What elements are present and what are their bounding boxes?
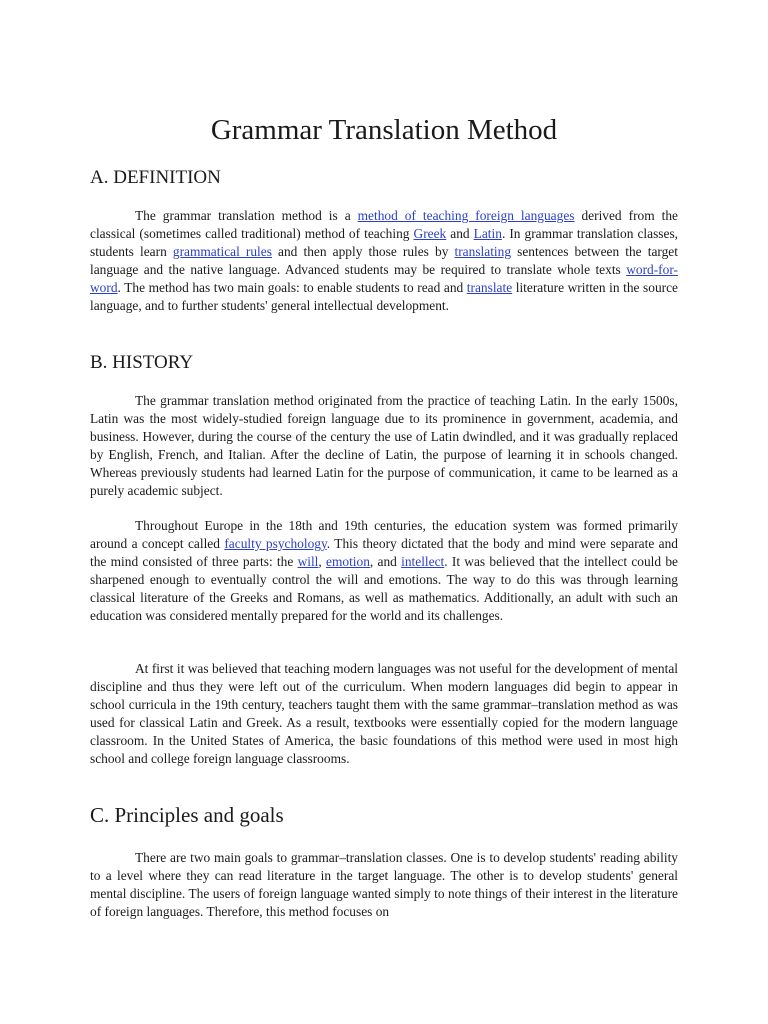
text-run: . In grammar translation classes, students learn (90, 226, 678, 259)
link-emotion[interactable]: emotion (326, 554, 370, 569)
document-title: Grammar Translation Method (210, 114, 558, 146)
text-run: and then apply those rules by (271, 244, 455, 259)
section-heading-history: B. HISTORY (90, 352, 194, 373)
text-run: derived from the classical (sometimes called traditional) method of teaching (90, 208, 678, 241)
text-run: sentences between the target language and the native language. Advanced students may be required to translate whole texts (90, 244, 678, 277)
text-run: , and (369, 554, 402, 569)
link-word-for-word[interactable]: word-for-word (90, 262, 678, 295)
text-run: literature written in the source language, and to further students' general intellectual development. (90, 280, 678, 313)
section-heading-principles: C. Principles and goals (90, 803, 284, 827)
link-translating[interactable]: translating (454, 244, 512, 259)
principles-paragraph: There are two main goals to grammar–translation classes. One is to develop students' reading ability to a level where they can read literature in the target language. The other is to develop students' general mental discipline. The users of foreign language wanted simply to note things of their interest in the literature of foreign languages. Therefore, this method focuses on (90, 850, 678, 919)
link-faculty-psychology[interactable]: faculty psychology (224, 536, 327, 551)
text-run: The grammar translation method is a (135, 208, 358, 223)
text-run: . The method has two main goals: to enable students to read and (117, 280, 467, 295)
history-paragraph-3: At first it was believed that teaching modern languages was not useful for the development of mental discipline and thus they were left out of the curriculum. When modern languages did begin to appear in school curricula in the 19th century, teachers taught them with the same grammar–translation method as was used for classical Latin and Greek. As a result, textbooks were essentially copied for the modern language classroom. In the United States of America, the basic foundations of this method were used in most high school and college foreign language classrooms. (90, 661, 678, 766)
link-latin[interactable]: Latin (473, 226, 502, 241)
link-will[interactable]: will (297, 554, 319, 569)
section-heading-definition: A. DEFINITION (90, 167, 221, 188)
text-run: , (318, 554, 327, 569)
link-grammatical-rules[interactable]: grammatical rules (172, 244, 272, 259)
text-run: . It was believed that the intellect could be sharpened enough to eventually control the will and emotions. The way to do this was through learning classical literature of the Greeks and Romans, as well as mathematics. Additionally, an adult with such an education was considered mentally prepared for the world and its challenges. (90, 554, 678, 623)
history-paragraph-2 (90, 517, 678, 625)
text-run: and (446, 226, 474, 241)
text-run: Throughout Europe in the 18th and 19th centuries, the education system was formed primarily around a concept called (90, 518, 678, 551)
definition-paragraph (90, 207, 678, 315)
link-method-of-teaching-foreign-languages[interactable]: method of teaching foreign languages (357, 208, 575, 223)
text-run: . This theory dictated that the body and mind were separate and the mind consisted of three parts: the (90, 536, 678, 569)
link-greek[interactable]: Greek (413, 226, 447, 241)
link-translate[interactable]: translate (466, 280, 513, 295)
history-paragraph-1: The grammar translation method originated from the practice of teaching Latin. In the early 1500s, Latin was the most widely-studied foreign language due to its prominence in government, academia, and business. However, during the course of the century the use of Latin dwindled, and it was gradually replaced by English, French, and Italian. After the decline of Latin, the purpose of learning it in schools changed. Whereas previously students had learned Latin for the purpose of communication, it came to be learned as a purely academic subject. (90, 393, 678, 498)
link-intellect[interactable]: intellect (401, 554, 445, 569)
